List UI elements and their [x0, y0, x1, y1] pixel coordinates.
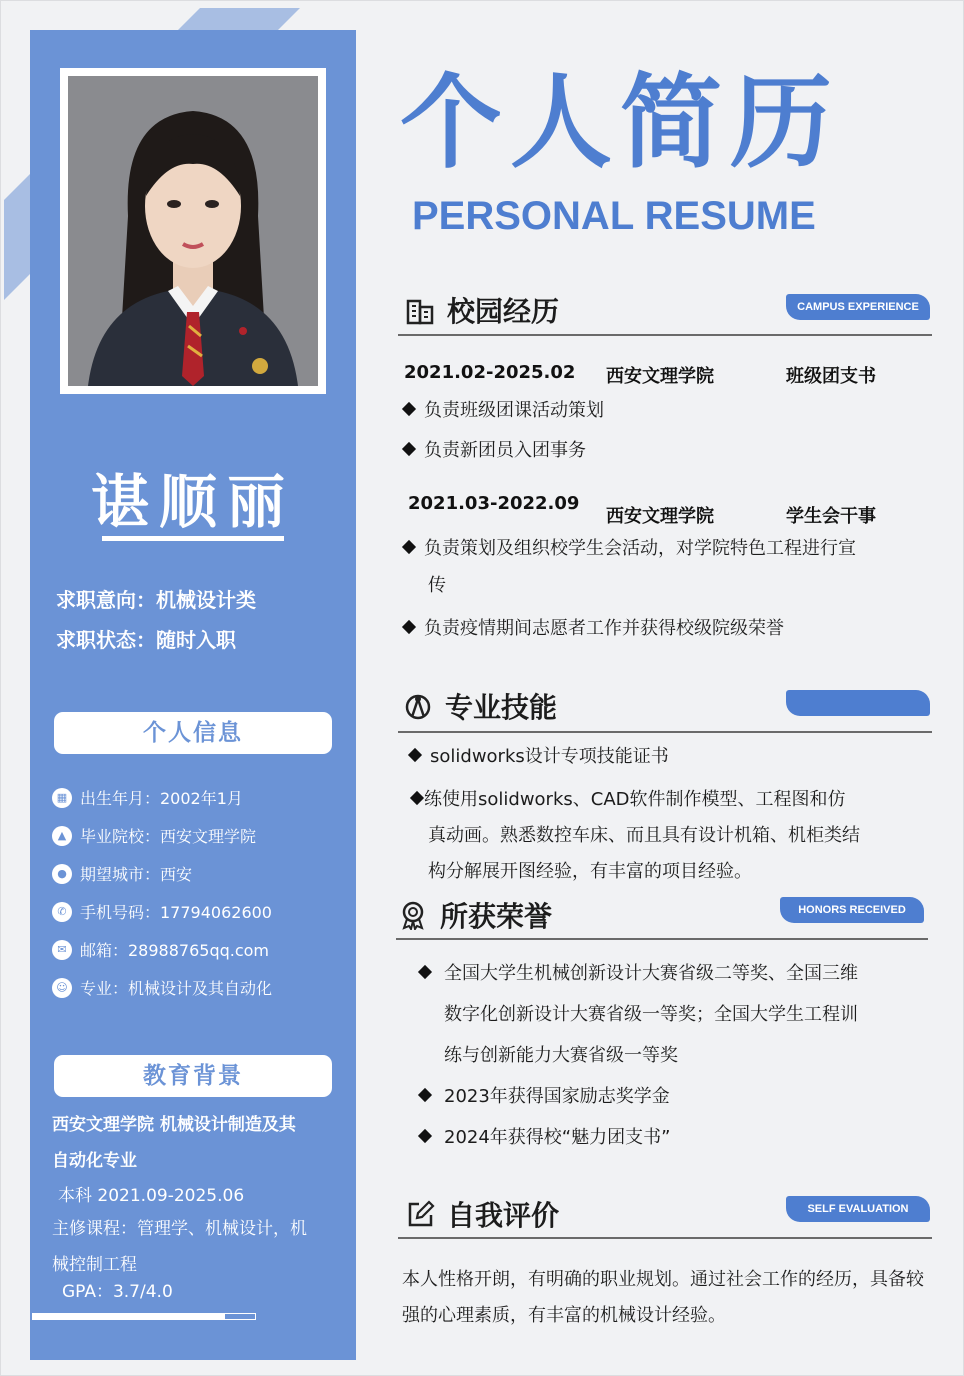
skills-heading: [403, 686, 557, 726]
bullet-icon: [402, 620, 416, 634]
skills-title: 专业技能: [445, 691, 558, 724]
honor-item: [420, 1077, 670, 1117]
info-text: 毕业院校：西安文理学院: [80, 827, 257, 846]
self-eval-heading: [405, 1194, 559, 1234]
campus-title: 校园经历: [447, 295, 560, 328]
building-icon: [405, 295, 435, 325]
info-school: [52, 824, 256, 847]
bullet-icon: [408, 748, 422, 762]
info-text: 期望城市：西安: [80, 865, 193, 884]
honor-item-cont: 练与创新能力大赛省级一等奖: [444, 1045, 678, 1066]
medal-icon: [398, 900, 428, 930]
info-text: 邮箱：28988765qq.com: [80, 941, 270, 960]
honors-heading: [398, 895, 552, 935]
campus-item-wrap: 传: [428, 575, 446, 596]
campus-item: [404, 393, 604, 429]
sidebar: [30, 30, 356, 1360]
info-email: [52, 938, 269, 961]
bullet-icon: [410, 791, 424, 805]
education-heading: 教育背景: [54, 1055, 332, 1097]
campus-item: [404, 531, 856, 567]
skill-item-cont: 真动画。熟悉数控车床、而且具有设计机箱、机柜类结: [428, 825, 860, 846]
user-icon: ☺: [52, 978, 72, 998]
campus-entry-period: 2021.03-2022.09: [408, 493, 580, 514]
info-major: [52, 976, 272, 999]
mail-icon: ✉: [52, 940, 72, 960]
profile-photo-frame: [60, 68, 326, 394]
profile-photo: [68, 76, 318, 386]
campus-entry-role: 班级团支书: [786, 366, 876, 387]
honor-item-cont: 数字化创新设计大赛省级一等奖；全国大学生工程训: [444, 1004, 858, 1025]
campus-item: [404, 433, 586, 469]
campus-item-text: 负责策划及组织校学生会活动，对学院特色工程进行宣: [424, 538, 856, 559]
skill-item: [412, 782, 846, 818]
education-degree: 本科 2021.09-2025.06: [58, 1186, 245, 1206]
name-underline: [102, 536, 284, 541]
resume-title-cn: 个人简历: [400, 64, 840, 183]
campus-entry-period: 2021.02-2025.02: [404, 362, 576, 383]
honor-item: [420, 954, 858, 994]
self-eval-divider: [398, 1237, 932, 1239]
bullet-icon: [402, 402, 416, 416]
candidate-name: 谌顺丽: [90, 468, 295, 536]
skill-item: [410, 739, 669, 775]
self-eval-text: 本人性格开朗，有明确的职业规划。通过社会工作的经历，具备较强的心理素质，有丰富的机械设计经验。: [402, 1269, 924, 1326]
honors-title: 所获荣誉: [440, 900, 553, 933]
edit-icon: [405, 1199, 435, 1229]
bullet-icon: [402, 442, 416, 456]
campus-badge: CAMPUS EXPERIENCE: [786, 294, 930, 320]
skill-item-text: solidworks设计专项技能证书: [430, 746, 669, 767]
campus-divider: [398, 334, 932, 336]
job-intent: 求职意向：机械设计类: [56, 588, 256, 612]
bullet-icon: [418, 965, 432, 979]
honor-item-text: 2024年获得校“魅力团支书”: [444, 1127, 671, 1148]
campus-item-text: 负责班级团课活动策划: [424, 400, 604, 421]
phone-icon: ✆: [52, 902, 72, 922]
info-birth: [52, 786, 243, 809]
honor-item: [420, 1118, 670, 1158]
skills-badge: [786, 690, 930, 716]
bullet-icon: [418, 1088, 432, 1102]
campus-entry-role: 学生会干事: [786, 506, 876, 527]
campus-entry-org: 西安文理学院: [606, 366, 714, 387]
self-eval-title: 自我评价: [447, 1199, 560, 1232]
bullet-icon: [402, 540, 416, 554]
bullet-icon: [418, 1129, 432, 1143]
info-text: 手机号码：17794062600: [80, 903, 272, 922]
location-icon: ●: [52, 864, 72, 884]
campus-item: [404, 611, 784, 647]
education-courses-cont: 械控制工程: [52, 1255, 137, 1275]
honor-item-text: 全国大学生机械创新设计大赛省级二等奖、全国三维: [444, 963, 858, 984]
honor-item-text: 2023年获得国家励志奖学金: [444, 1086, 670, 1107]
info-text: 出生年月：2002年1月: [80, 789, 243, 808]
education-courses: 主修课程：管理学、机械设计，机: [52, 1219, 307, 1239]
info-phone: [52, 900, 272, 923]
education-school-cont: 自动化专业: [52, 1151, 137, 1171]
self-eval-badge: SELF EVALUATION: [786, 1196, 930, 1222]
honors-divider: [396, 938, 928, 940]
campus-item-text: 负责新团员入团事务: [424, 440, 586, 461]
skills-divider: [398, 731, 932, 733]
campus-item-text: 负责疫情期间志愿者工作并获得校级院级荣誉: [424, 618, 784, 639]
calendar-icon: ▦: [52, 788, 72, 808]
campus-entry-org: 西安文理学院: [606, 506, 714, 527]
resume-title-en: PERSONAL RESUME: [412, 194, 816, 238]
gpa-bar-fill: [32, 1313, 225, 1320]
education-school: 西安文理学院 机械设计制造及其: [52, 1115, 296, 1135]
honors-badge: HONORS RECEIVED: [780, 897, 924, 923]
education-gpa: GPA：3.7/4.0: [62, 1282, 173, 1302]
compass-icon: [403, 691, 433, 721]
job-status: 求职状态：随时入职: [56, 628, 236, 652]
campus-heading: [405, 290, 559, 330]
info-text: 专业：机械设计及其自动化: [80, 979, 273, 998]
info-city: [52, 862, 192, 885]
skill-item-cont: 构分解展开图经验，有丰富的项目经验。: [428, 861, 752, 882]
personal-info-heading: 个人信息: [54, 712, 332, 754]
skill-item-text: 练使用solidworks、CAD软件制作模型、工程图和仿: [424, 789, 846, 810]
graduation-cap-icon: ▲: [52, 826, 72, 846]
